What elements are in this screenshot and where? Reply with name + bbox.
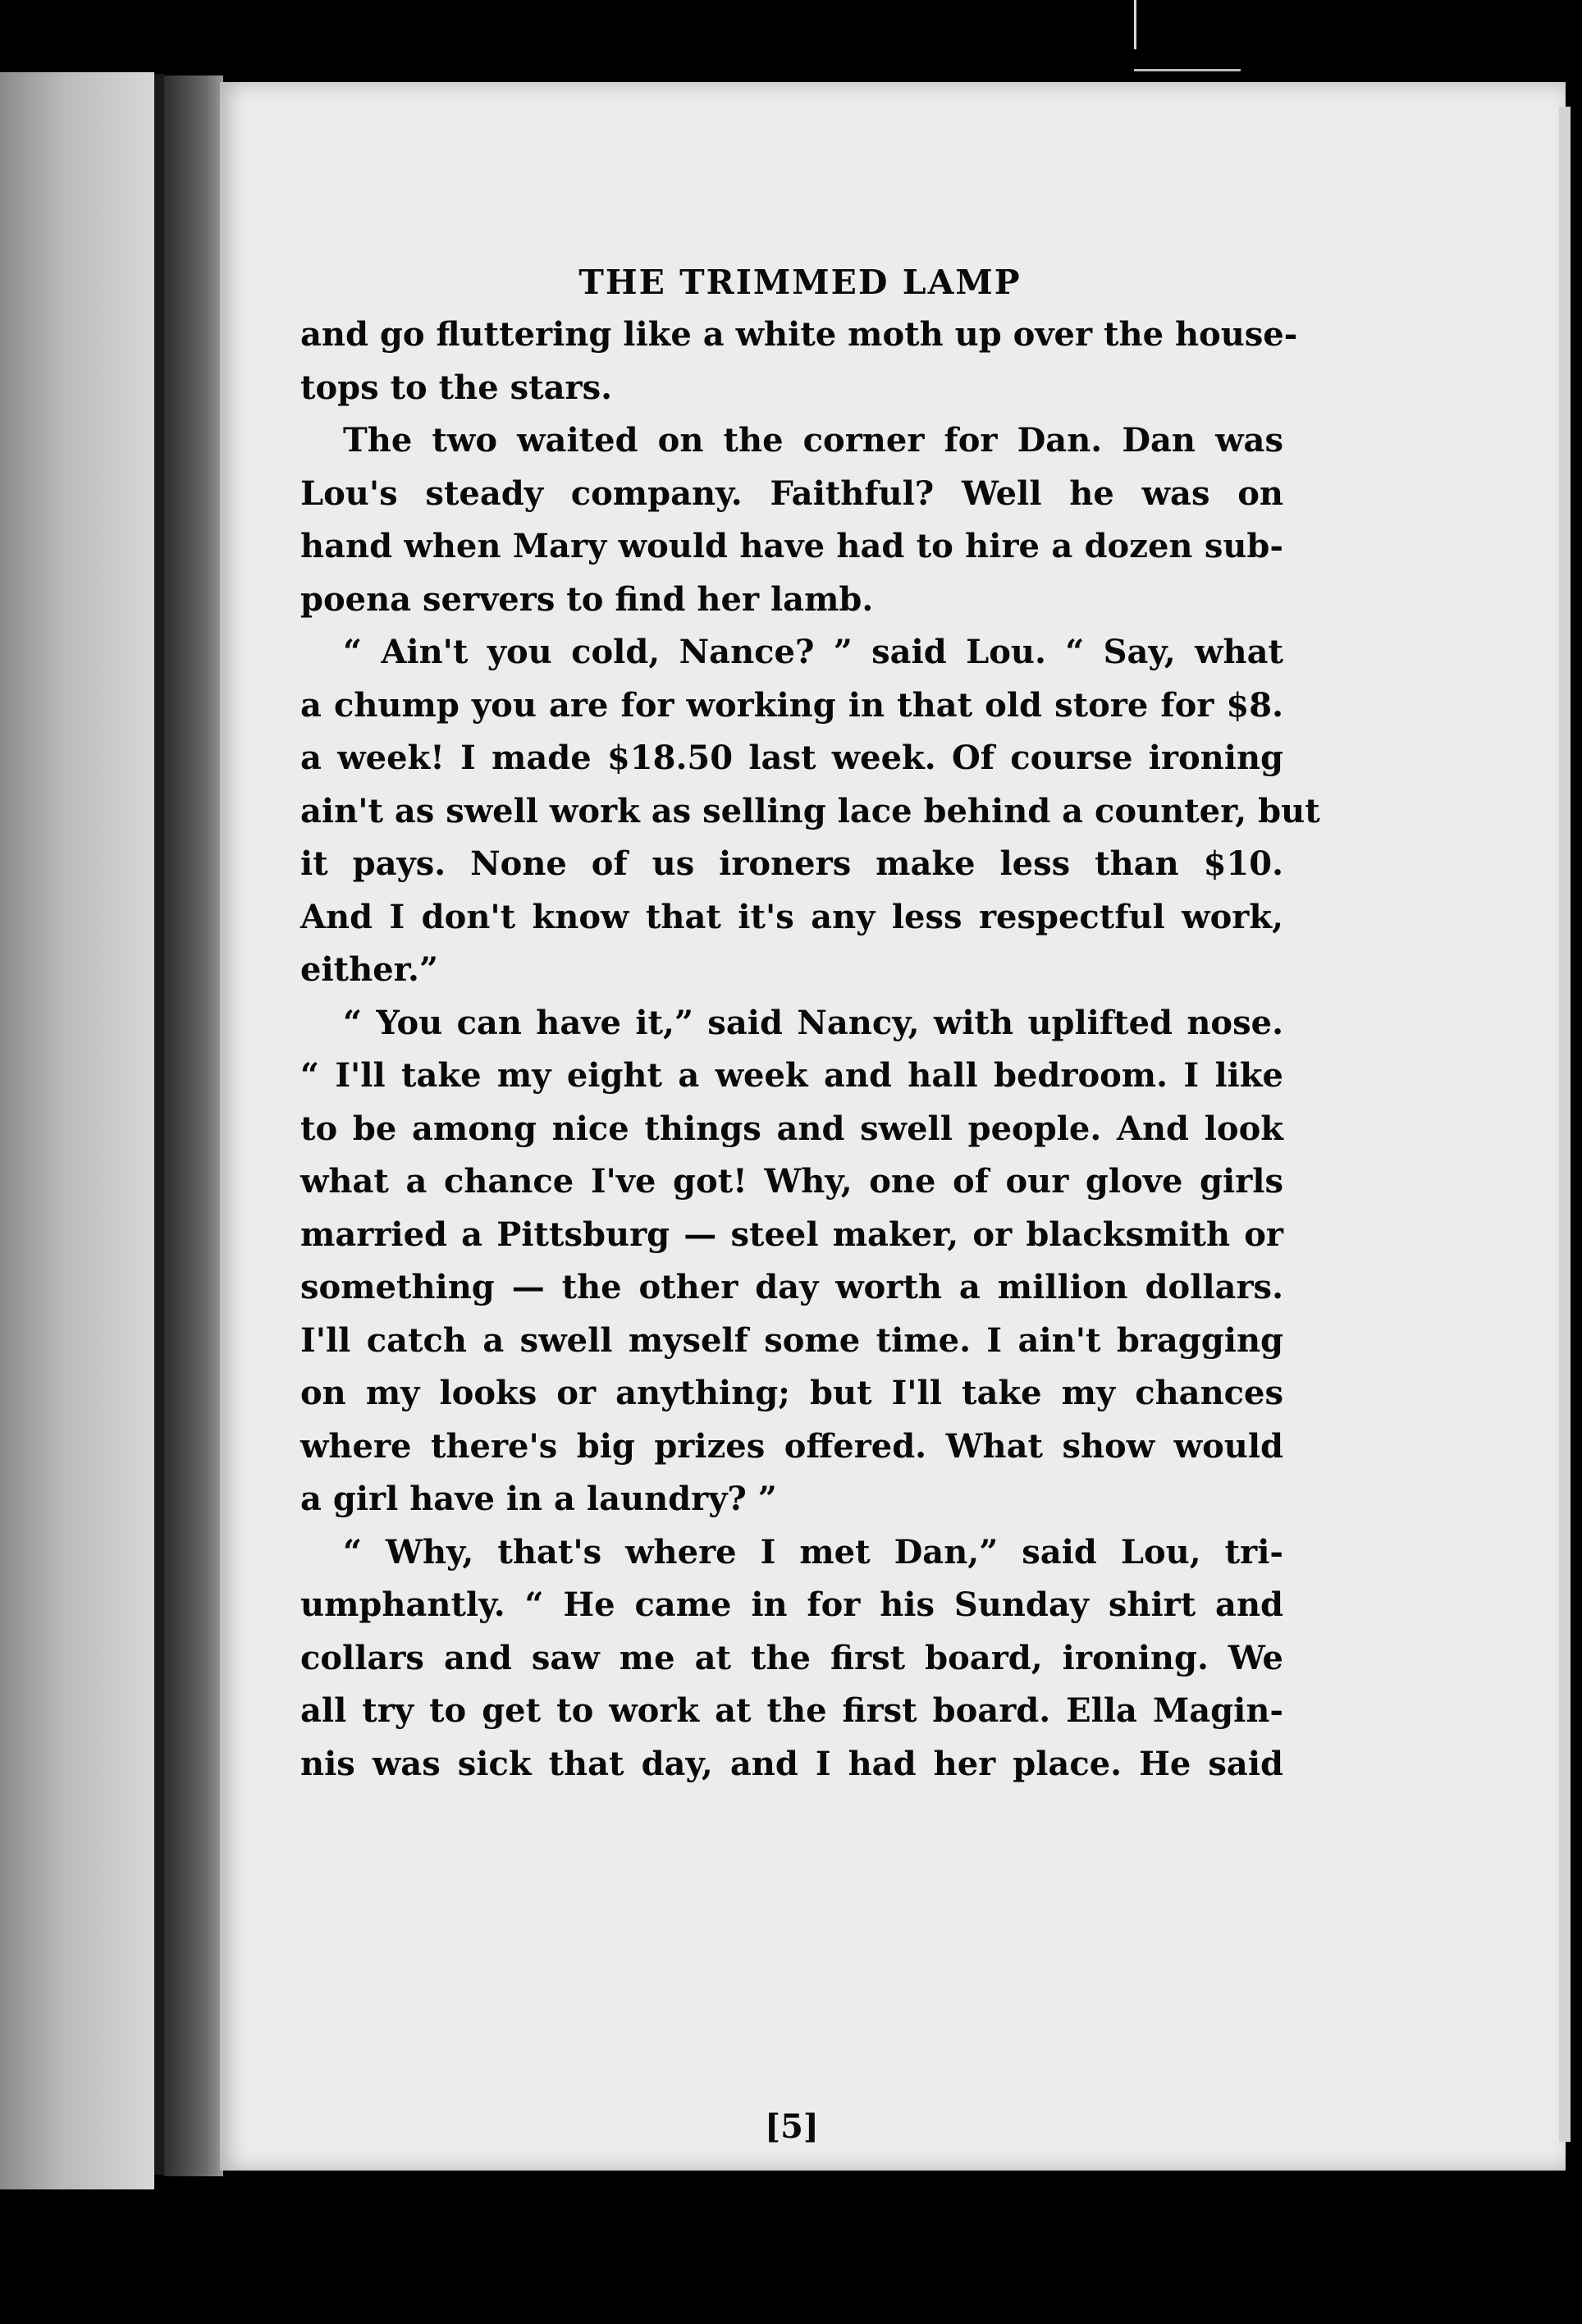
page-number: [5]: [765, 2107, 819, 2146]
running-head: THE TRIMMED LAMP: [578, 263, 1022, 302]
text-line: a chump you are for working in that old store for $8.: [300, 685, 1283, 725]
text-line: ain't as swell work as selling lace behind a counter, but: [300, 791, 1320, 830]
film-mark-horizontal: [1134, 69, 1241, 71]
text-line: where there's big prizes offered. What show would: [300, 1426, 1283, 1466]
text-line: it pays. None of us ironers make less than $10.: [300, 844, 1283, 883]
text-line: “ Ain't you cold, Nance? ” said Lou. “ Say, what: [343, 633, 1283, 671]
text-line: either.”: [300, 950, 438, 989]
text-line: to be among nice things and swell people. And look: [300, 1109, 1283, 1148]
book-gutter: [164, 75, 223, 2176]
text-line: “ I'll take my eight a week and hall bedroom. I like: [300, 1056, 1283, 1095]
page-text-block: [300, 263, 1320, 2146]
text-line: nis was sick that day, and I had her place. He said: [300, 1744, 1283, 1783]
text-line: I'll catch a swell myself some time. I ain't bragging: [300, 1320, 1283, 1360]
text-line: “ You can have it,” said Nancy, with uplifted nose.: [343, 1003, 1283, 1042]
facing-page-edge: [154, 74, 164, 2175]
facing-page-fragment: [0, 72, 154, 2189]
text-line: what a chance I've got! Why, one of our glove girls: [300, 1162, 1283, 1201]
text-line: something — the other day worth a million dollars.: [300, 1268, 1283, 1306]
text-line: hand when Mary would have had to hire a dozen sub-: [300, 527, 1283, 565]
text-line: poena servers to find her lamb.: [300, 579, 874, 619]
text-line: Lou's steady company. Faithful? Well he was on: [300, 473, 1283, 513]
text-line: a girl have in a laundry? ”: [300, 1480, 777, 1518]
text-line: a week! I made $18.50 last week. Of course ironing: [300, 739, 1283, 777]
film-mark: [1134, 0, 1136, 49]
text-line: collars and saw me at the first board, ironing. We: [300, 1638, 1283, 1677]
text-line: umphantly. “ He came in for his Sunday shirt and: [300, 1585, 1283, 1624]
text-line: and go fluttering like a white moth up over the house-: [300, 315, 1298, 354]
page-fore-edge: [1559, 107, 1571, 2142]
text-line: all try to get to work at the first board. Ella Magin-: [300, 1691, 1283, 1730]
text-line: on my looks or anything; but I'll take my chances: [300, 1374, 1283, 1412]
text-line: “ Why, that's where I met Dan,” said Lou, tri-: [343, 1532, 1283, 1571]
text-line: married a Pittsburg — steel maker, or blacksmith or: [300, 1215, 1283, 1254]
text-line: And I don't know that it's any less respectful work,: [300, 897, 1283, 936]
text-line: The two waited on the corner for Dan. Dan was: [343, 421, 1283, 460]
text-line: tops to the stars.: [300, 368, 613, 407]
